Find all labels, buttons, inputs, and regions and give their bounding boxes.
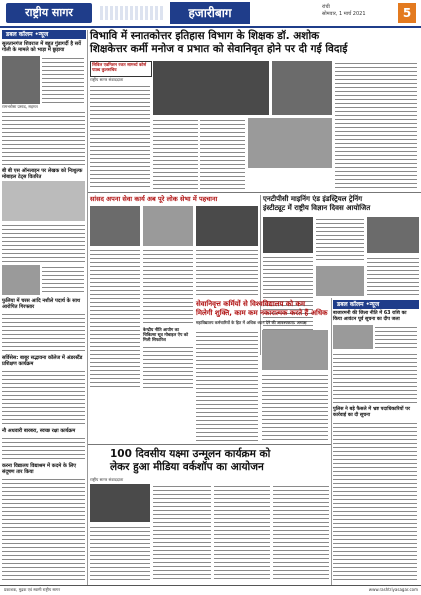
top-story-text-1	[90, 84, 150, 188]
left-headline-2: बी बी एस ऑनलाइन पर लेखक को निःशुल्क मोबाइल टेट्स वितरित	[2, 168, 83, 180]
story-2-text-3	[143, 345, 193, 389]
left-headline-1: सुलतानगंज शिवराज में बहुत गुंडागर्दी है सर्वे गोली के मामले को भाड़ा में छुड़ाया	[2, 41, 81, 53]
column-divider-right	[331, 298, 332, 585]
left-text-block-7	[2, 436, 85, 460]
story-3-photo-3	[316, 266, 364, 296]
right-photo-1	[333, 325, 373, 349]
story-4-photo	[262, 330, 328, 370]
right-text-1	[375, 325, 417, 349]
left-text-block-8	[2, 477, 85, 581]
top-story-headline-line-1: विभावि में स्नातकोत्तर इतिहास विभाग के शिक्षक डॉ. अशोक	[90, 30, 320, 42]
right-section-bar: डबल कॉलम •न्यूज	[333, 300, 419, 309]
story-2-photo-2	[143, 206, 193, 246]
column-divider-left	[87, 30, 88, 585]
story-2-photo-3	[196, 206, 258, 246]
story-5-headline-line-1: 100 दिवसीय यक्ष्मा उन्मूलन कार्यक्रम को	[110, 448, 271, 460]
top-story-headline-line-2: शिक्षकेत्तर कर्मी मनोज व प्रभात को सेवानिवृत होने पर दी गई विदाई	[90, 43, 348, 55]
story-4-headline-line-2: मिलेगी शुक्ति, काम कम नकारात्मक करते हैं अधिक	[196, 309, 328, 317]
top-story-photo-3	[248, 118, 332, 168]
story-2-text-2	[143, 248, 193, 324]
top-story-sub-box-title: सिविल एडमिशन रजत सामर्थ्य कोर्स पाठ्य कुलसचिव	[92, 62, 147, 72]
story-5-headline-line-2: लेकर हुआ मीडिया वर्कशॉप का आयोजन	[110, 461, 264, 473]
story-5-photo	[90, 484, 150, 522]
date-block	[322, 4, 392, 18]
story-2-headline: सांसद अपना सेवा कार्य अब पूरे लोक सेभा में पहचाना	[90, 195, 218, 203]
left-text-block-2	[2, 110, 85, 166]
date-line-1: रांची	[322, 4, 330, 10]
left-headline-6: करना विद्यालय विद्याश्रम में कदमे के लिए संदूषण तार किया	[2, 463, 77, 475]
right-text-2	[333, 352, 417, 404]
story-2-sub-box: केन्द्रीय नीति आयोग का चिकित्सा सूत्र मोबाइल ऐप को मिली सिफारिश	[143, 327, 189, 342]
story-4-rule	[88, 444, 331, 445]
right-headline-1: बाजारमनी की जिला नीति में 63 राशि का किया आवंटन पूर्व सूचना का दीप जला	[333, 311, 407, 322]
edition-city: हजारीबाग	[170, 2, 250, 24]
left-text-block-4	[42, 265, 84, 295]
story-5-text-1	[90, 525, 150, 581]
story-5-byline: राष्ट्रीय सागर संवाददाता	[90, 477, 124, 482]
right-text-3	[333, 421, 417, 581]
top-story-rule	[88, 192, 421, 193]
left-text-block-1	[42, 56, 84, 106]
column-divider-mid	[260, 195, 261, 355]
story-4-headline	[196, 300, 330, 318]
left-headline-5: नौ अधवारी बारबरा, स्वच्छ रक्षा कार्यक्रम	[2, 428, 76, 434]
left-text-block-3	[2, 223, 85, 263]
story-3-text-2	[316, 217, 364, 263]
top-story-headline	[90, 30, 418, 56]
left-photo-caption: रामभरोसा प्रसाद, सहमत	[2, 104, 38, 109]
story-5-text-2	[153, 484, 211, 581]
left-photo-2	[2, 181, 85, 221]
top-story-photo-1	[153, 61, 269, 115]
story-4-text-2	[262, 373, 328, 442]
masthead-rule	[0, 26, 421, 28]
top-story-sub-box	[90, 61, 152, 77]
date-line-2: सोमवार, 1 मार्च 2021	[322, 11, 366, 17]
left-text-block-6	[2, 369, 85, 425]
newspaper-logo: राष्ट्रीय सागर	[6, 3, 92, 23]
page-number: 5	[398, 3, 416, 23]
story-4-kicker: महाविद्यालय कर्मचारियों के हित में अधिक ध्यान देने की आवश्यकता: अध्यक्ष	[196, 320, 307, 325]
footer-rule	[0, 585, 421, 586]
left-text-block-5	[2, 312, 85, 352]
story-2-text-1	[90, 248, 140, 388]
story-3-headline-line-2: इंस्टीट्यूट में राष्ट्रीय विज्ञान दिवस आयोजित	[263, 204, 371, 212]
footer-web: www.rashtriyasagar.com	[368, 587, 418, 592]
top-story-text-4	[335, 61, 417, 190]
top-story-text-3	[200, 118, 245, 190]
right-headline-2: पुलिस ने बड़े फैसले में भ्रष्ट पदाधिकारियों पर कार्रवाई का दी सूचना	[333, 407, 410, 418]
left-photo-3	[2, 265, 40, 295]
left-headline-4: सर्विसेस: बाबूर सद्भावना कॉलेज में अंडरस्टैंड प्रशिक्षण कार्यक्रम	[2, 355, 83, 367]
story-3-headline	[263, 195, 418, 213]
left-section-bar: डबल कॉलम •न्यूज	[2, 30, 86, 39]
top-story-byline: राष्ट्रीय सागर संवाददाता	[90, 77, 124, 82]
story-5-text-4	[273, 484, 329, 581]
story-3-photo-2	[367, 217, 419, 253]
story-5-headline	[110, 448, 330, 474]
left-headline-3: फुलिया में चरस आदि नशीले पदार्थ के साथ आरोपित गिरफ्तार	[2, 298, 81, 310]
left-photo	[2, 56, 40, 104]
story-3-text-3	[367, 256, 419, 296]
masthead-decoration	[100, 6, 165, 20]
story-2-text-4	[196, 248, 258, 296]
top-story-photo-2	[272, 61, 332, 115]
story-2-photo-1	[90, 206, 140, 246]
story-5-text-3	[214, 484, 270, 581]
footer-printline: प्रकाशक, मुद्रक एवं स्वामी राष्ट्रीय सागर	[4, 587, 61, 592]
story-3-headline-line-1: एनटीपीसी माइनिंग एंड इंडस्ट्रियल ट्रेनिंग	[263, 195, 363, 203]
masthead	[0, 0, 421, 26]
story-4-text-1	[196, 330, 258, 442]
story-3-photo-1	[263, 217, 313, 253]
story-4-headline-line-1: सेवानिवृत्त कर्मियों से विश्वविद्यालय को कम	[196, 300, 306, 308]
top-story-text-2	[153, 118, 198, 190]
